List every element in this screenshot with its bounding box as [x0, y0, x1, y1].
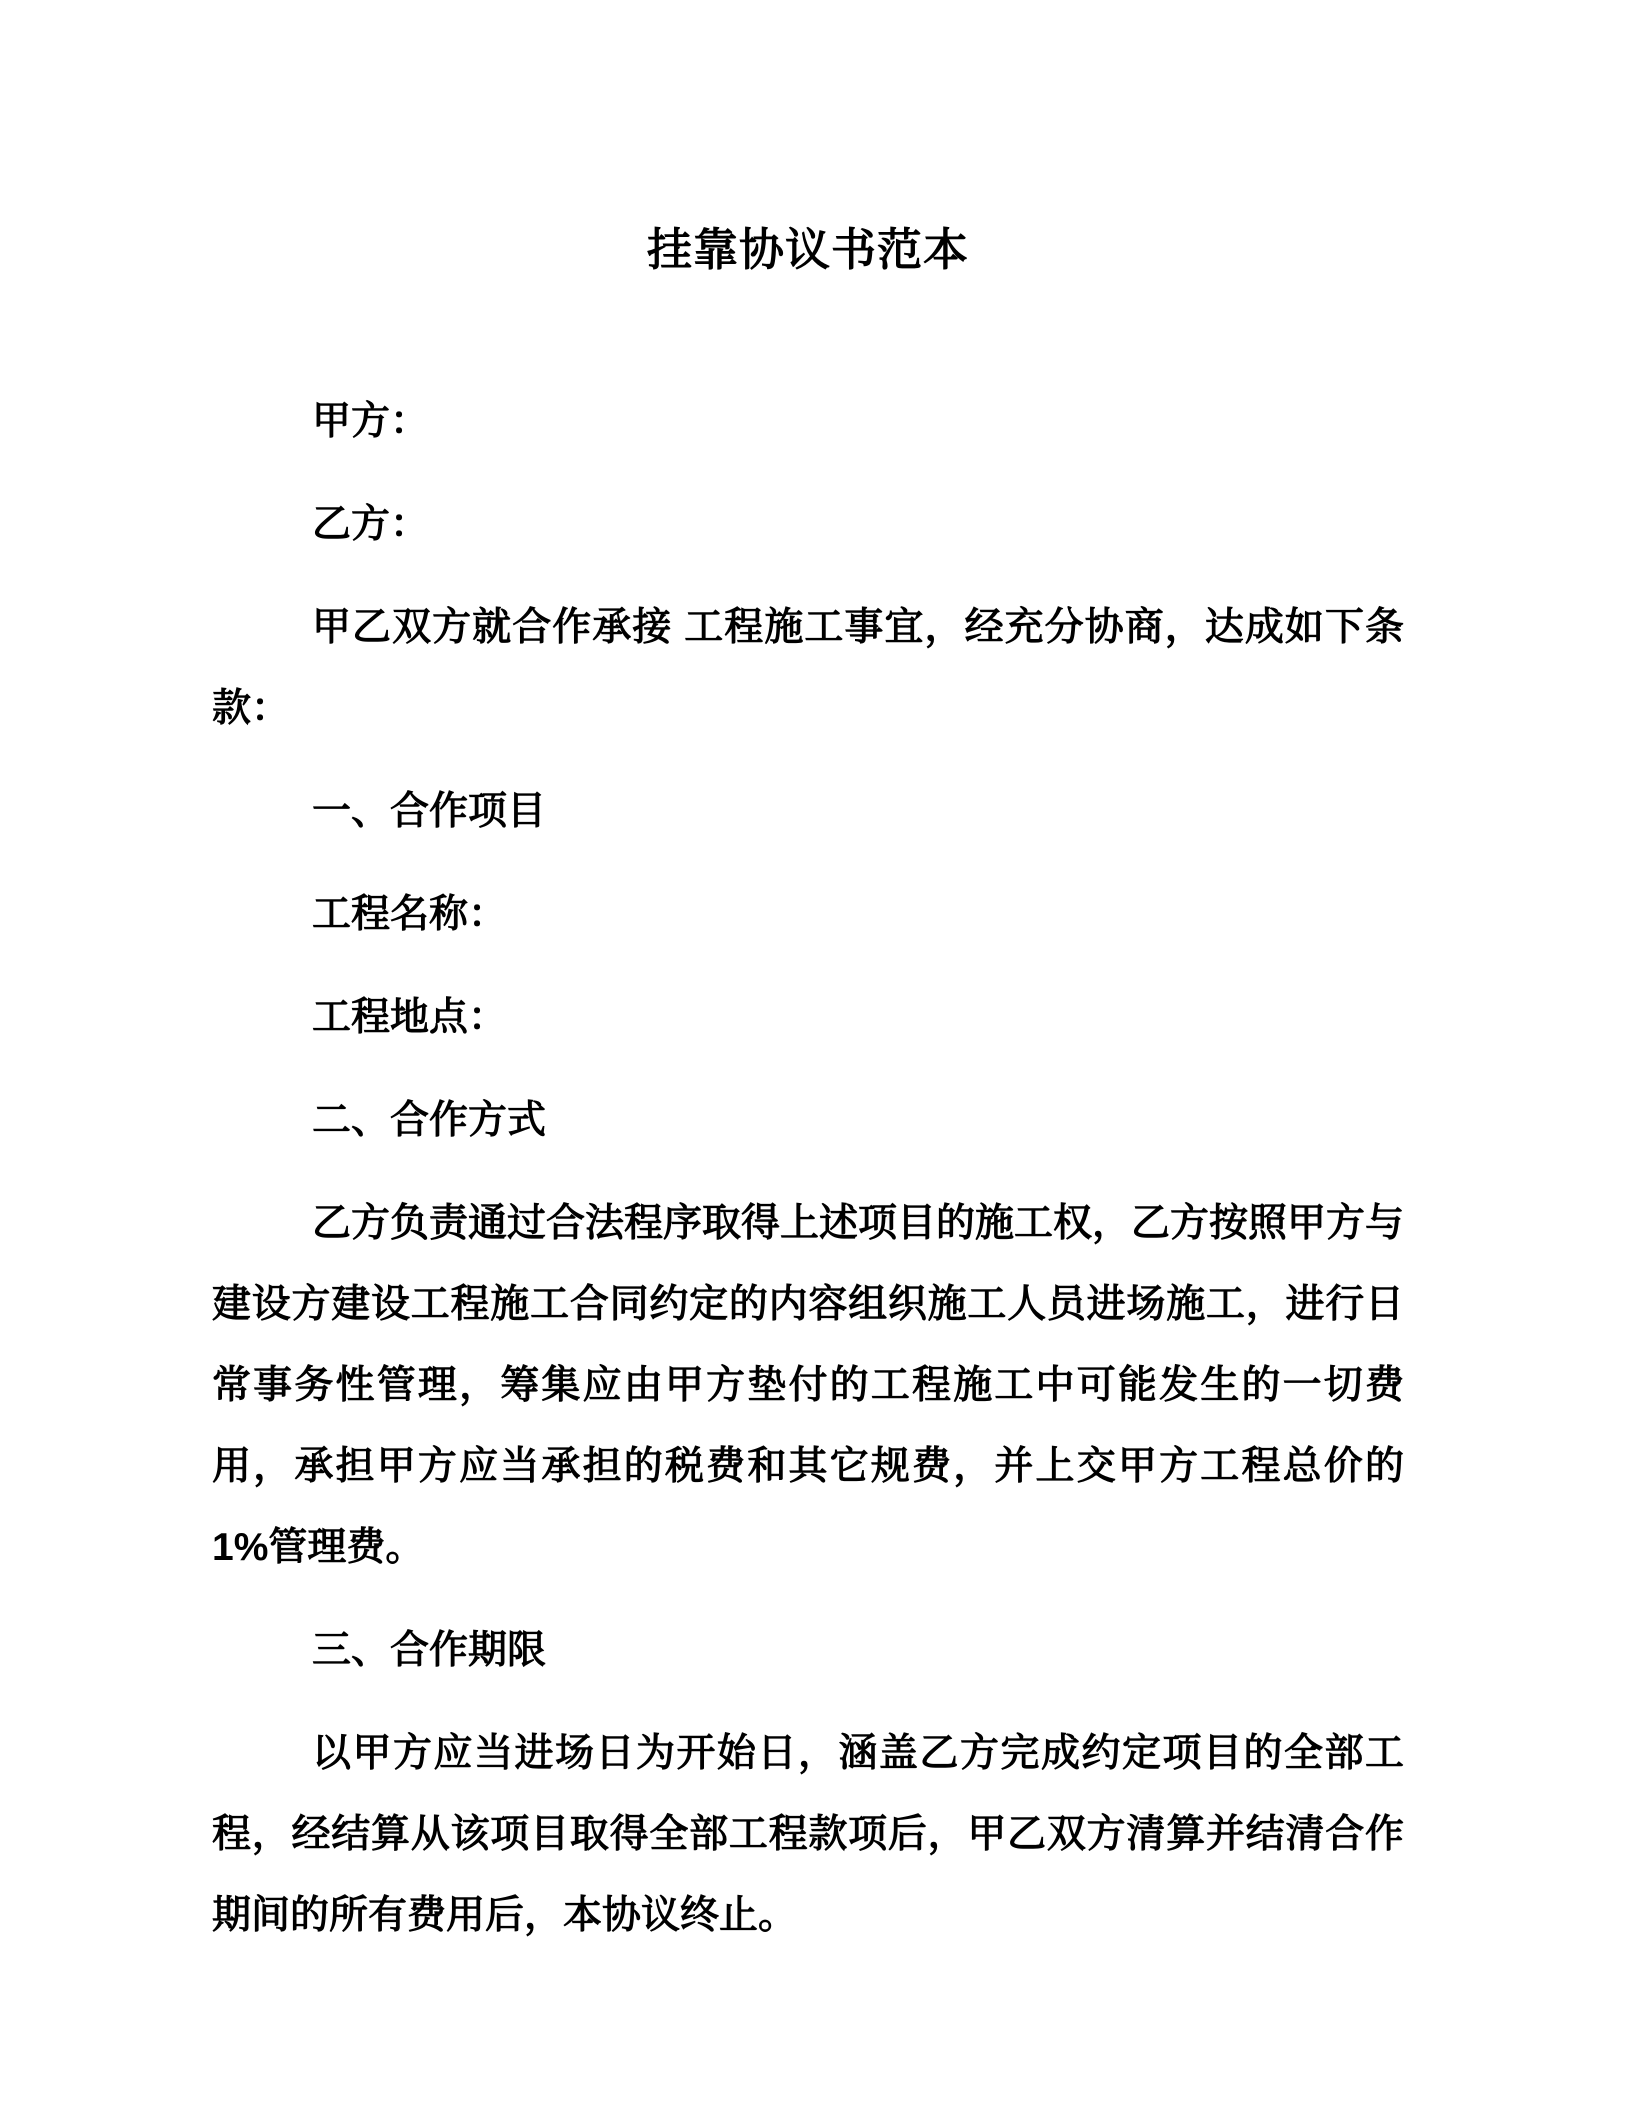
paragraph-project-location: 工程地点：	[312, 996, 508, 1039]
heading-section-1-cooperation-project: 一、合作项目	[312, 790, 547, 833]
paragraph-cooperation-method: 乙方负责通过合法程序取得上述项目的施工权，乙方按照甲方与建设方建设工程施工合同约定的内容组织施工人员进场施工，进行日常事务性管理，筹集应由甲方垫付的工程施工中可能发生的一切费用，承担甲方应当承担的税费和其它规费，并上交甲方工程总价的 1%管理费。	[212, 1202, 1405, 1569]
document-title: 挂靠协议书范本	[646, 224, 969, 275]
paragraph-project-name: 工程名称：	[312, 893, 508, 936]
paragraph-cooperation-term: 以甲方应当进场日为开始日，涵盖乙方完成约定项目的全部工程，经结算从该项目取得全部工程款项后，甲乙双方清算并结清合作期间的所有费用后，本协议终止。	[212, 1732, 1404, 1937]
heading-section-2-cooperation-method: 二、合作方式	[312, 1099, 547, 1142]
document-body	[212, 224, 1404, 1978]
paragraph-party-b: 乙方：	[312, 503, 430, 546]
paragraph-intro: 甲乙双方就合作承接 工程施工事宜，经充分协商，达成如下条款：	[212, 606, 1404, 730]
heading-section-3-cooperation-term: 三、合作期限	[312, 1629, 547, 1672]
paragraph-party-a: 甲方：	[312, 400, 430, 443]
